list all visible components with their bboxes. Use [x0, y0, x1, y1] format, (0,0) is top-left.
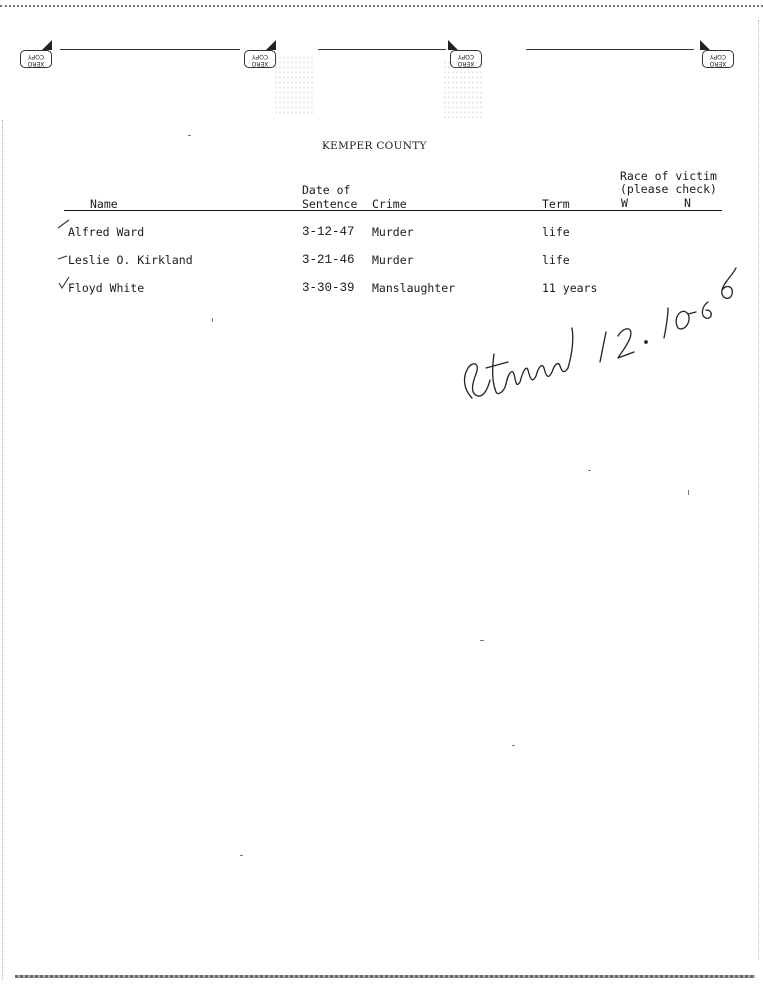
- handwritten-returned-note: [450, 250, 740, 410]
- header-date-line2: Sentence: [302, 197, 358, 211]
- row-date: 3-21-46: [302, 253, 355, 267]
- header-race-line1: Race of victim: [620, 169, 717, 183]
- header-race-w: W: [621, 196, 628, 210]
- scan-speck: [512, 745, 515, 746]
- row-date: 3-30-39: [302, 281, 355, 295]
- scan-speck: [480, 640, 484, 641]
- table-row: [0, 225, 763, 241]
- row-crime: Manslaughter: [372, 281, 456, 295]
- xero-copy-stamp: XERO COPY: [446, 40, 484, 70]
- header-crime: Crime: [372, 197, 407, 211]
- header-race-n: N: [684, 196, 691, 210]
- scan-speckle: [274, 55, 314, 115]
- scan-speck: [688, 490, 689, 495]
- scan-speck: [212, 318, 213, 322]
- scan-speck: [588, 470, 591, 471]
- binding-line: [318, 49, 446, 50]
- xero-copy-stamp: XERO COPY: [698, 40, 736, 70]
- header-name: Name: [90, 197, 118, 211]
- left-page-edge: [2, 120, 4, 980]
- scan-speck: [240, 855, 243, 856]
- xero-copy-stamp: XERO COPY: [240, 40, 278, 70]
- row-term: life: [542, 225, 570, 239]
- row-crime: Murder: [372, 225, 414, 239]
- scan-speckle: [443, 60, 483, 118]
- bottom-page-edge: [15, 975, 755, 978]
- xero-copy-stamp: XERO COPY: [16, 40, 54, 70]
- row-date: 3-12-47: [302, 225, 355, 239]
- row-term: life: [542, 253, 570, 267]
- row-name: Floyd White: [68, 281, 145, 295]
- header-rule: [64, 210, 722, 211]
- binding-line: [526, 49, 694, 50]
- row-name: Leslie O. Kirkland: [68, 253, 193, 267]
- header-term: Term: [542, 197, 570, 211]
- binding-line: [60, 49, 240, 50]
- scan-speck: [188, 135, 191, 136]
- row-name: Alfred Ward: [68, 225, 145, 239]
- header-race-line2: (please check): [620, 182, 717, 196]
- top-page-edge: [0, 0, 763, 7]
- county-title: KEMPER COUNTY: [322, 140, 427, 152]
- row-crime: Murder: [372, 253, 414, 267]
- header-date-line1: Date of: [302, 183, 351, 197]
- row-term: 11 years: [542, 281, 598, 295]
- right-page-edge: [758, 20, 760, 960]
